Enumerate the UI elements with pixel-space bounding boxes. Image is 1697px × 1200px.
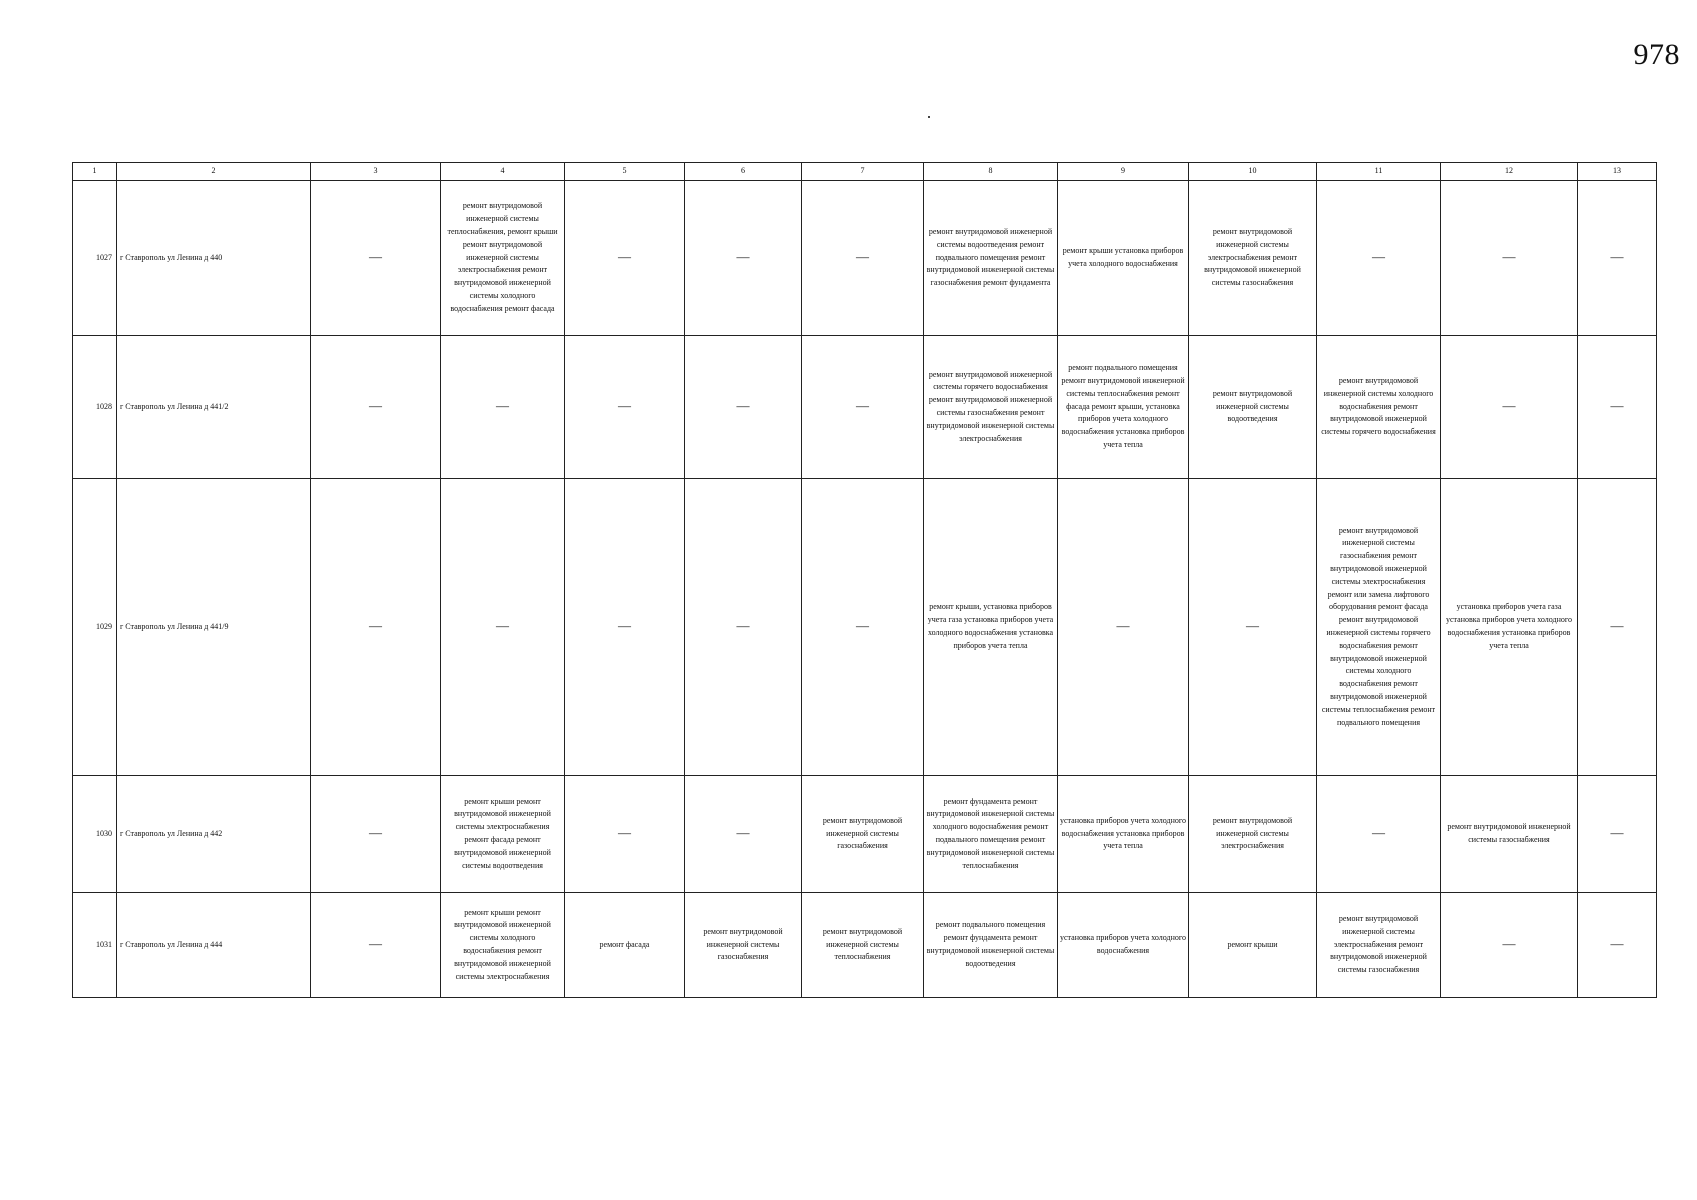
work-cell-col11: ремонт внутридомовой инженерной системы электроснабжения ремонт внутридомовой инженерной системы газоснабжения (1317, 893, 1441, 998)
col-header-6: 6 (685, 163, 802, 181)
empty-dash: — (1610, 936, 1624, 952)
page-number: 978 (1633, 38, 1680, 71)
work-cell-col13 (1578, 776, 1657, 893)
empty-dash: — (736, 618, 750, 634)
empty-dash: — (856, 398, 869, 414)
work-cell-col13 (1578, 893, 1657, 998)
empty-dash: — (1116, 618, 1130, 634)
table-row (73, 479, 1657, 776)
work-cell-col12: ремонт внутридомовой инженерной системы газоснабжения (1441, 776, 1578, 893)
row-number: 1027 (73, 181, 117, 336)
work-cell-col8: ремонт подвального помещения ремонт фундамента ремонт внутридомовой инженерной системы водоотведения (924, 893, 1058, 998)
address-cell: г Ставрополь ул Ленина д 442 (117, 776, 311, 893)
work-cell-col4 (441, 336, 565, 479)
empty-dash: — (856, 249, 869, 265)
work-cell-col13 (1578, 181, 1657, 336)
work-cell-col7: ремонт внутридомовой инженерной системы теплоснабжения (802, 893, 924, 998)
work-cell-col4 (441, 479, 565, 776)
work-cell-col8: ремонт внутридомовой инженерной системы водоотведения ремонт подвального помещения ремонт внутридомовой инженерной системы газоснабжения ремонт фундамента (924, 181, 1058, 336)
empty-dash: — (1610, 398, 1624, 414)
work-cell-col3 (311, 893, 441, 998)
empty-dash: — (1610, 618, 1624, 634)
empty-dash: — (618, 249, 631, 265)
work-cell-col10: ремонт крыши (1189, 893, 1317, 998)
work-cell-col9: ремонт подвального помещения ремонт внутридомовой инженерной системы теплоснабжения ремонт фасада ремонт крыши, установка приборов учета холодного водоснабжения установка приборов учета тепла (1058, 336, 1189, 479)
work-cell-col10: ремонт внутридомовой инженерной системы водоотведения (1189, 336, 1317, 479)
work-cell-col10: ремонт внутридомовой инженерной системы электроснабжения (1189, 776, 1317, 893)
work-cell-col11: ремонт внутридомовой инженерной системы газоснабжения ремонт внутридомовой инженерной системы электроснабжения ремонт или замена лифтового оборудования ремонт фасада ремонт внутридомовой инженерной системы горячего водоснабжения ремонт внутридомовой инженерной системы холодного водоснабжения ремонт внутридомовой инженерной системы теплоснабжения ремонт подвального помещения (1317, 479, 1441, 776)
empty-dash: — (618, 825, 631, 841)
work-cell-col8: ремонт крыши, установка приборов учета газа установка приборов учета холодного водоснабжения установка приборов учета тепла (924, 479, 1058, 776)
empty-dash: — (1502, 398, 1516, 414)
empty-dash: — (618, 618, 631, 634)
work-cell-col6 (685, 776, 802, 893)
empty-dash: — (1246, 618, 1259, 634)
work-cell-col3 (311, 776, 441, 893)
empty-dash: — (618, 398, 631, 414)
work-cell-col5: ремонт фасада (565, 893, 685, 998)
row-number: 1029 (73, 479, 117, 776)
work-cell-col3 (311, 181, 441, 336)
work-cell-col8: ремонт внутридомовой инженерной системы горячего водоснабжения ремонт внутридомовой инженерной системы газоснабжения ремонт внутридомовой инженерной системы электроснабжения (924, 336, 1058, 479)
work-cell-col12 (1441, 336, 1578, 479)
empty-dash: — (496, 618, 509, 634)
col-header-7: 7 (802, 163, 924, 181)
empty-dash: — (1502, 936, 1516, 952)
work-cell-col13 (1578, 479, 1657, 776)
empty-dash: — (369, 618, 382, 634)
repair-schedule-table (72, 162, 1657, 998)
work-cell-col7: ремонт внутридомовой инженерной системы газоснабжения (802, 776, 924, 893)
col-header-11: 11 (1317, 163, 1441, 181)
work-cell-col9: установка приборов учета холодного водоснабжения установка приборов учета тепла (1058, 776, 1189, 893)
work-cell-col9 (1058, 479, 1189, 776)
work-cell-col11 (1317, 776, 1441, 893)
work-cell-col5 (565, 181, 685, 336)
work-cell-col7 (802, 479, 924, 776)
empty-dash: — (1502, 249, 1516, 265)
work-cell-col12 (1441, 181, 1578, 336)
work-cell-col5 (565, 479, 685, 776)
row-number: 1031 (73, 893, 117, 998)
empty-dash: — (496, 398, 509, 414)
row-number: 1030 (73, 776, 117, 893)
work-cell-col5 (565, 776, 685, 893)
empty-dash: — (856, 618, 869, 634)
empty-dash: — (736, 249, 750, 265)
col-header-5: 5 (565, 163, 685, 181)
col-header-4: 4 (441, 163, 565, 181)
col-header-2: 2 (117, 163, 311, 181)
empty-dash: — (369, 825, 382, 841)
work-cell-col12 (1441, 893, 1578, 998)
empty-dash: — (1610, 825, 1624, 841)
work-cell-col6 (685, 336, 802, 479)
empty-dash: — (1372, 249, 1385, 265)
work-cell-col4: ремонт крыши ремонт внутридомовой инженерной системы электроснабжения ремонт фасада ремонт внутридомовой инженерной системы водоотведения (441, 776, 565, 893)
col-header-3: 3 (311, 163, 441, 181)
work-cell-col3 (311, 336, 441, 479)
address-cell: г Ставрополь ул Ленина д 441/2 (117, 336, 311, 479)
empty-dash: — (736, 398, 750, 414)
address-cell: г Ставрополь ул Ленина д 444 (117, 893, 311, 998)
empty-dash: — (369, 398, 382, 414)
work-cell-col10: ремонт внутридомовой инженерной системы электроснабжения ремонт внутридомовой инженерной системы газоснабжения (1189, 181, 1317, 336)
work-cell-col7 (802, 336, 924, 479)
col-header-1: 1 (73, 163, 117, 181)
work-cell-col9: установка приборов учета холодного водоснабжения (1058, 893, 1189, 998)
work-cell-col11 (1317, 181, 1441, 336)
work-cell-col7 (802, 181, 924, 336)
empty-dash: — (1372, 825, 1385, 841)
work-cell-col6: ремонт внутридомовой инженерной системы газоснабжения (685, 893, 802, 998)
work-cell-col3 (311, 479, 441, 776)
work-cell-col13 (1578, 336, 1657, 479)
work-cell-col5 (565, 336, 685, 479)
work-cell-col12: установка приборов учета газа установка приборов учета холодного водоснабжения установка приборов учета тепла (1441, 479, 1578, 776)
table-row (73, 181, 1657, 336)
work-cell-col4: ремонт крыши ремонт внутридомовой инженерной системы холодного водоснабжения ремонт внутридомовой инженерной системы электроснабжения (441, 893, 565, 998)
empty-dash: — (369, 936, 382, 952)
work-cell-col9: ремонт крыши установка приборов учета холодного водоснабжения (1058, 181, 1189, 336)
row-number: 1028 (73, 336, 117, 479)
empty-dash: — (736, 825, 750, 841)
table-row (73, 893, 1657, 998)
header-row (73, 163, 1657, 181)
col-header-8: 8 (924, 163, 1058, 181)
scan-speck (928, 116, 930, 118)
work-cell-col10 (1189, 479, 1317, 776)
col-header-9: 9 (1058, 163, 1189, 181)
work-cell-col6 (685, 181, 802, 336)
empty-dash: — (1610, 249, 1624, 265)
work-cell-col8: ремонт фундамента ремонт внутридомовой инженерной системы холодного водоснабжения ремонт подвального помещения ремонт внутридомовой инженерной системы теплоснабжения (924, 776, 1058, 893)
empty-dash: — (369, 249, 382, 265)
table-row (73, 336, 1657, 479)
table-row (73, 776, 1657, 893)
col-header-12: 12 (1441, 163, 1578, 181)
work-cell-col4: ремонт внутридомовой инженерной системы теплоснабжения, ремонт крыши ремонт внутридомовой инженерной системы электроснабжения ремонт внутридомовой инженерной системы холодного водоснабжения ремонт фасада (441, 181, 565, 336)
address-cell: г Ставрополь ул Ленина д 441/9 (117, 479, 311, 776)
work-cell-col6 (685, 479, 802, 776)
col-header-10: 10 (1189, 163, 1317, 181)
address-cell: г Ставрополь ул Ленина д 440 (117, 181, 311, 336)
work-cell-col11: ремонт внутридомовой инженерной системы холодного водоснабжения ремонт внутридомовой инженерной системы горячего водоснабжения (1317, 336, 1441, 479)
col-header-13: 13 (1578, 163, 1657, 181)
